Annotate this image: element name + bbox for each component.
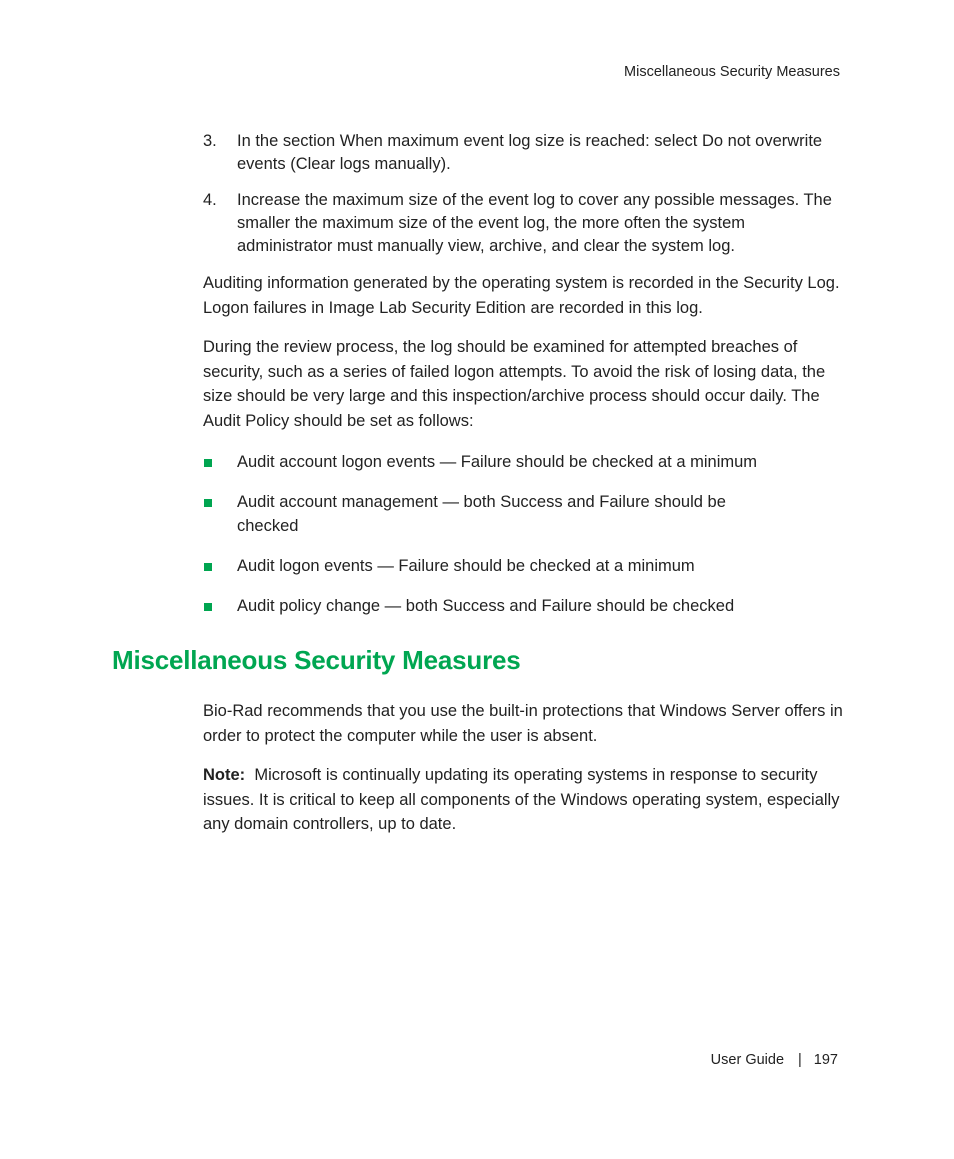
review-paragraph: During the review process, the log should be examined for attempted breaches of security, such as a series of failed logon attempts. To avoid the risk of losing data, the size should be very large and this inspection/archive process should occur daily. The Audit Policy should be set as follows:: [203, 338, 826, 430]
note-label: Note:: [203, 766, 246, 784]
section-heading: Miscellaneous Security Measures: [112, 645, 521, 675]
note-text: Microsoft is continually updating its operating systems in response to security issues. It is critical to keep all components of the Windows operating system, especially any domain controllers, up to date.: [203, 766, 840, 833]
page-number: 197: [813, 1052, 838, 1068]
note-paragraph: [203, 763, 843, 837]
list-item-text: Audit logon events — Failure should be checked at a minimum: [237, 557, 695, 575]
page-footer: [711, 1052, 838, 1068]
list-item: [203, 490, 843, 538]
square-bullet-icon: [204, 459, 212, 467]
list-item-text: Audit policy change — both Success and Failure should be checked: [237, 597, 735, 615]
section-intro-paragraph: Bio-Rad recommends that you use the built-in protections that Windows Server offers in order to protect the computer while the user is absent.: [203, 702, 843, 745]
square-bullet-icon: [204, 603, 212, 611]
list-item-text: Audit account management — both Success and Failure should be checked: [237, 493, 726, 535]
list-item: [203, 554, 843, 578]
step-text: In the section When maximum event log size is reached: select Do not overwrite events (Clear logs manually).: [237, 132, 823, 173]
step-4: [203, 189, 843, 258]
step-3: [203, 130, 843, 176]
step-number: 3.: [203, 132, 217, 150]
auditing-paragraph: Auditing information generated by the operating system is recorded in the Security Log. Logon failures in Image Lab Security Edition are recorded in this log.: [203, 274, 840, 317]
step-number: 4.: [203, 191, 217, 209]
square-bullet-icon: [204, 563, 212, 571]
step-text: Increase the maximum size of the event log to cover any possible messages. The smaller the maximum size of the event log, the more often the system administrator must manually view, archive, and clear the system log.: [237, 191, 832, 255]
list-item: [203, 594, 843, 618]
footer-separator: |: [798, 1052, 802, 1068]
footer-guide-label: User Guide: [710, 1052, 785, 1068]
list-item-text: Audit account logon events — Failure should be checked at a minimum: [237, 453, 758, 471]
square-bullet-icon: [204, 499, 212, 507]
list-item: [203, 450, 843, 474]
running-header-title: Miscellaneous Security Measures: [624, 64, 840, 80]
